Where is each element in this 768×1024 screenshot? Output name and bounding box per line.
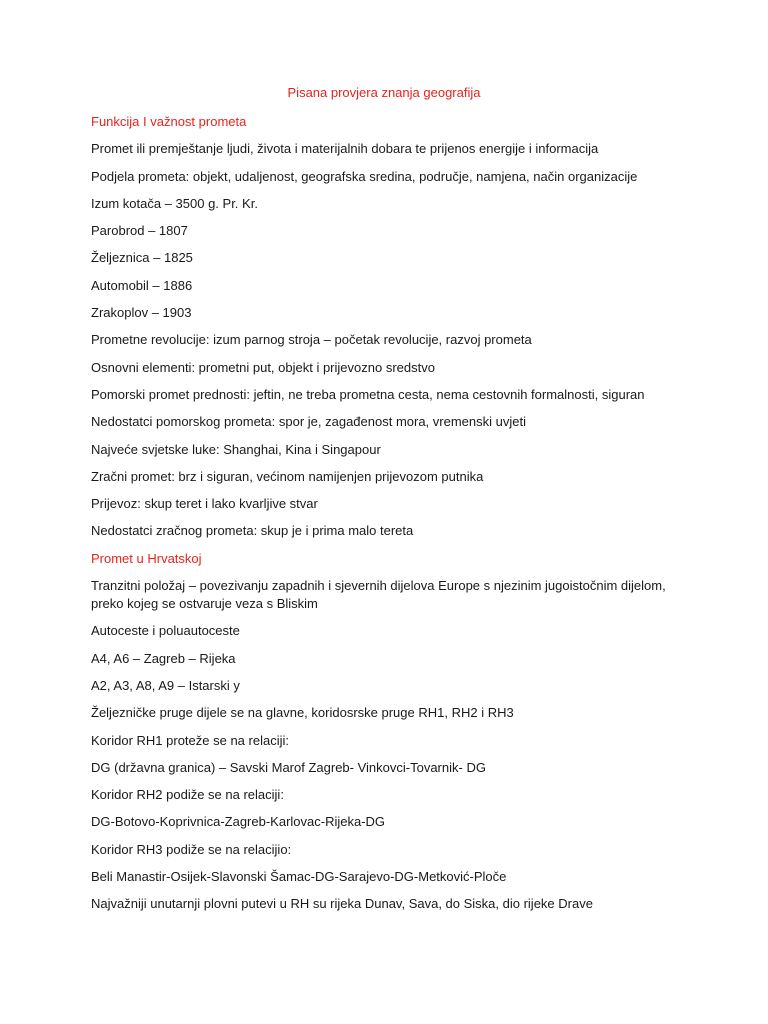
text-line: Najvažniji unutarnji plovni putevi u RH su rijeka Dunav, Sava, do Siska, dio rijeke Drave	[91, 896, 593, 912]
text-paragraph: Tranzitni položaj – povezivanju zapadnih i sjevernih dijelova Europe s njezinim jugoistočnim dijelom, preko kojeg se ostvaruje veza s Bliskim	[91, 578, 666, 612]
text-line: Nedostatci zračnog prometa: skup je i prima malo tereta	[91, 523, 414, 539]
text-line: Izum kotača – 3500 g. Pr. Kr.	[91, 195, 258, 211]
text-line: Beli Manastir-Osijek-Slavonski Šamac-DG-Sarajevo-DG-Metković-Ploče	[91, 869, 507, 885]
text-line: Osnovni elementi: prometni put, objekt i prijevozno sredstvo	[91, 359, 435, 375]
text-line: Koridor RH2 podiže se na relaciji:	[91, 787, 284, 803]
text-line: DG (državna granica) – Savski Marof Zagreb- Vinkovci-Tovarnik- DG	[91, 759, 486, 775]
document-title: Pisana provjera znanja geografija	[287, 85, 481, 100]
text-line: DG-Botovo-Koprivnica-Zagreb-Karlovac-Rijeka-DG	[91, 814, 386, 830]
text-line: A4, A6 – Zagreb – Rijeka	[91, 650, 236, 666]
section-heading-promet-hrvatska: Promet u Hrvatskoj	[91, 550, 202, 566]
text-line: Željeznica – 1825	[91, 250, 193, 266]
text-line: Parobrod – 1807	[91, 223, 188, 239]
text-line: Nedostatci pomorskog prometa: spor je, zagađenost mora, vremenski uvjeti	[91, 414, 526, 430]
document-body	[91, 113, 691, 923]
text-line: Zrakoplov – 1903	[91, 305, 192, 321]
text-line: A2, A3, A8, A9 – Istarski y	[91, 677, 240, 693]
text-line: Najveće svjetske luke: Shanghai, Kina i Singapour	[91, 441, 381, 457]
text-line: Autoceste i poluautoceste	[91, 623, 240, 639]
text-line: Podjela prometa: objekt, udaljenost, geografska sredina, područje, namjena, način organizacije	[91, 168, 638, 184]
text-line: Koridor RH3 podiže se na relacijio:	[91, 841, 292, 857]
text-line: Pomorski promet prednosti: jeftin, ne treba prometna cesta, nema cestovnih formalnosti, siguran	[91, 386, 645, 402]
text-line: Prometne revolucije: izum parnog stroja – početak revolucije, razvoj prometa	[91, 332, 532, 348]
text-line: Prijevoz: skup teret i lako kvarljive stvar	[91, 496, 318, 512]
text-line: Zračni promet: brz i siguran, većinom namijenjen prijevozom putnika	[91, 468, 484, 484]
section-heading-funkcija: Funkcija I važnost prometa	[91, 114, 247, 129]
text-line: Promet ili premještanje ljudi, života i materijalnih dobara te prijenos energije i informacija	[91, 141, 599, 157]
text-line: Koridor RH1 proteže se na relaciji:	[91, 732, 289, 748]
text-line: Automobil – 1886	[91, 277, 193, 293]
text-line: Željezničke pruge dijele se na glavne, koridosrske pruge RH1, RH2 i RH3	[91, 705, 514, 721]
